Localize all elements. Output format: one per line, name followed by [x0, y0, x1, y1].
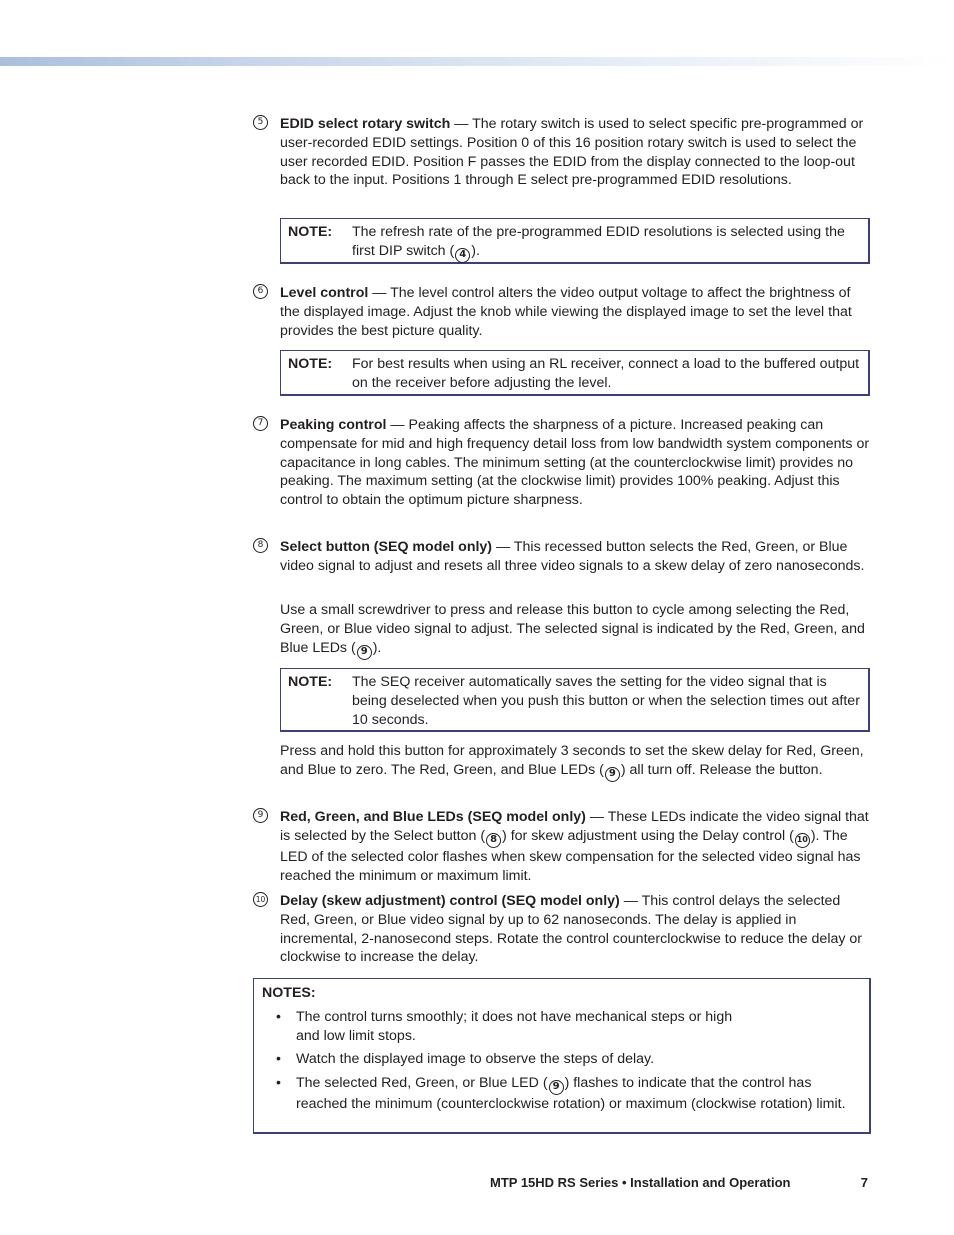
item-peaking-control — [253, 416, 873, 510]
header-band — [0, 57, 954, 66]
bullet: • — [276, 1075, 281, 1092]
item-title: Red, Green, and Blue LEDs (SEQ model only) — [280, 809, 586, 825]
callout-ref: 10 — [795, 833, 810, 848]
notes-list — [262, 1008, 861, 1114]
item-paragraph: Use a small screwdriver to press and release this button to cycle among selecting the Red, Green, or Blue video signal to adjust. The selected signal is indicated by the Red, Green, and Blue LEDs ( 9 ). — [280, 601, 870, 660]
callout-number: 9 — [253, 808, 268, 823]
item-edid-rotary-switch — [253, 115, 873, 190]
note-box — [280, 668, 870, 732]
item-paragraph — [280, 115, 873, 190]
note-box — [280, 350, 870, 396]
callout-ref: 4 — [455, 248, 470, 263]
bullet: • — [276, 1051, 281, 1068]
item-title: Peaking control — [280, 417, 387, 433]
item-rgb-leds — [253, 808, 873, 885]
item-title: EDID select rotary switch — [280, 116, 451, 132]
callout-ref: 9 — [357, 645, 372, 660]
note-text: The refresh rate of the pre-programmed EDID resolutions is selected using the first DIP switch ( 4 ). — [352, 223, 862, 258]
callout-number: 8 — [253, 538, 268, 553]
footer-title: MTP 15HD RS Series • Installation and Operation — [490, 1175, 791, 1190]
note-text: The SEQ receiver automatically saves the setting for the video signal that is being deselected when you push this button or when the selection times out after 10 seconds. — [352, 674, 860, 728]
item-body: — This recessed button selects the Red, Green, or Blue video signal to adjust and resets all three video signals to a skew delay of zero nanoseconds. — [280, 539, 865, 574]
item-paragraph — [280, 416, 873, 510]
callout-number: 6 — [253, 284, 268, 299]
item-body: — The level control alters the video output voltage to affect the brightness of the displayed image. Adjust the knob while viewing the displayed image to set the level that provides the best picture quality. — [280, 285, 852, 339]
item-select-button — [253, 538, 873, 576]
callout-ref: 9 — [549, 1080, 564, 1095]
item-paragraph — [280, 892, 873, 967]
note-label: NOTE: — [288, 356, 333, 372]
item-body: — Peaking affects the sharpness of a picture. Increased peaking can compensate for mid and high frequency detail loss from low bandwidth system components or capacitance in long cables. The minimum setting (at the counterclockwise limit) provides no peaking. The maximum setting (at the clockwise limit) provides 100% peaking. Adjust this control to obtain the optimum picture sharpness. — [280, 417, 870, 509]
note-text: For best results when using an RL receiver, connect a load to the buffered output on the receiver before adjusting the level. — [352, 356, 860, 391]
item-delay-control — [253, 892, 873, 967]
callout-ref: 8 — [486, 833, 501, 848]
item-body: — The rotary switch is used to select specific pre-programmed or user-recorded EDID settings. Position 0 of this 16 position rotary switch is used to select the user recorded EDID. Position F passes the EDID from the display connected to the loop-out back to the input. Positions 1 through E select pre-programmed EDID resolutions. — [280, 116, 864, 189]
callout-number: 5 — [253, 115, 268, 130]
item-paragraph: Red, Green, and Blue LEDs (SEQ model only) — These LEDs indicate the video signal that is selected by the Select button ( 8 ) for skew adjustment using the Delay control ( 10 ). The LED of the selected color flashes when skew compensation for the selected video signal has reached the minimum or maximum limit. — [280, 809, 869, 884]
callout-number: 10 — [253, 892, 268, 907]
item-paragraph: Press and hold this button for approximately 3 seconds to set the skew delay for Red, Green, and Blue to zero. The Red, Green, and Blue LEDs ( 9 ) all turn off. Release the button. — [280, 742, 870, 782]
item-paragraph — [280, 538, 873, 576]
item-paragraph — [280, 284, 873, 340]
item-level-control — [253, 284, 873, 340]
note-label: NOTE: — [288, 674, 333, 690]
note-label: NOTE: — [288, 224, 333, 240]
item-body: — This control delays the selected Red, Green, or Blue video signal by up to 62 nanoseconds. The delay is applied in incremental, 2-nanosecond steps. Rotate the control counterclockwise to reduce the delay or clockwise to increase the delay. — [280, 893, 863, 966]
page-footer — [490, 1175, 870, 1190]
item-title: Level control — [280, 285, 369, 301]
callout-number: 7 — [253, 416, 268, 431]
notes-title: NOTES: — [262, 985, 316, 1001]
list-item: • The selected Red, Green, or Blue LED ( 9 ) flashes to indicate that the control has reached the minimum (counterclockwise rotation) or maximum (clockwise rotation) limit. — [276, 1075, 846, 1113]
item-title: Delay (skew adjustment) control (SEQ model only) — [280, 893, 620, 909]
bullet: • — [276, 1008, 281, 1025]
list-item: • The control turns smoothly; it does not have mechanical steps or high and low limit stops. — [276, 1008, 733, 1044]
notes-box — [253, 978, 871, 1134]
list-item: • Watch the displayed image to observe the steps of delay. — [276, 1051, 655, 1068]
note-box — [280, 218, 870, 264]
item-title: Select button (SEQ model only) — [280, 539, 493, 555]
page-number: 7 — [860, 1175, 868, 1190]
callout-ref: 9 — [605, 767, 620, 782]
